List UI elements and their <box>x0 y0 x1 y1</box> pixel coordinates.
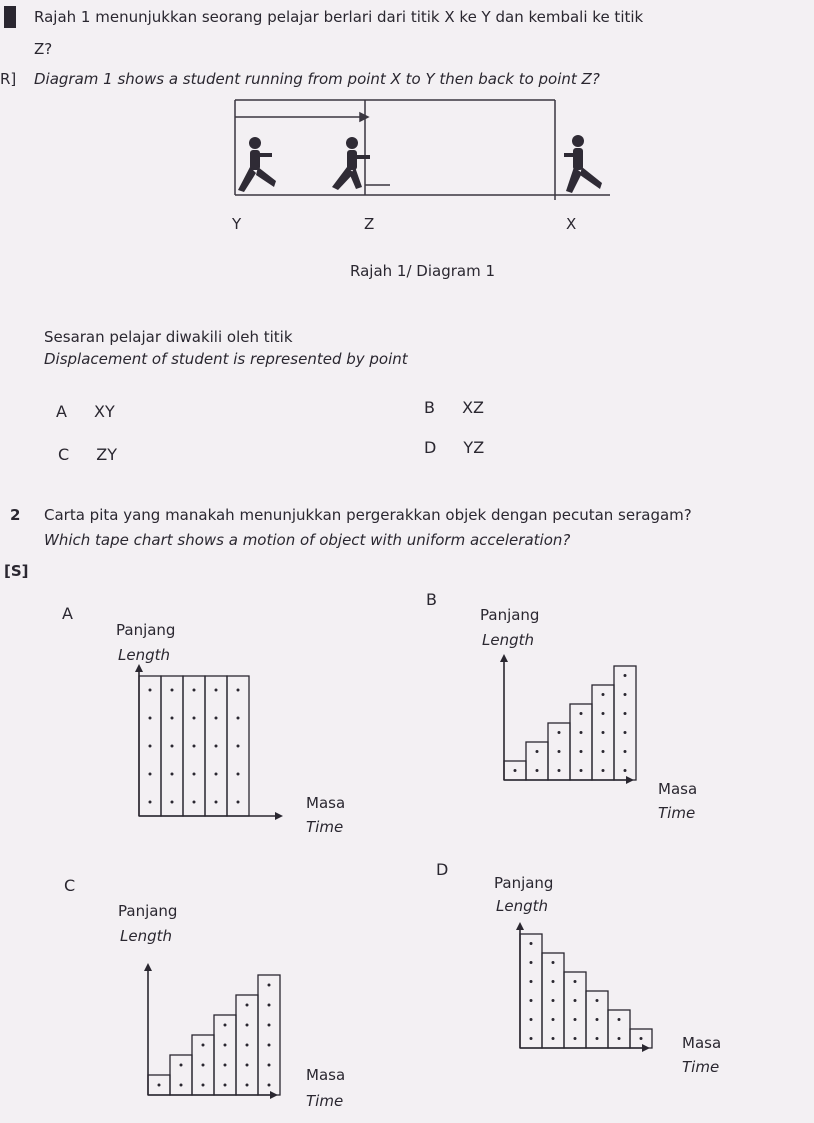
q1-stem-en: Displacement of student is represented by point <box>44 350 408 368</box>
tape-dot <box>268 1004 271 1007</box>
chart-b-ylabel-ms: Panjang <box>480 606 540 624</box>
chart-a-ylabel-en: Length <box>118 646 171 664</box>
point-z-label: Z <box>364 215 375 233</box>
option-text: YZ <box>463 438 485 457</box>
tape-dot <box>237 801 240 804</box>
tape-strip <box>520 934 542 1048</box>
tape-dot <box>158 1084 161 1087</box>
q1-option-c[interactable] <box>58 445 117 464</box>
tape-chart-b <box>496 652 666 802</box>
chart-d-xlabel-en: Time <box>682 1058 720 1076</box>
tape-dot <box>202 1064 205 1067</box>
tape-dot <box>215 801 218 804</box>
tape-dot <box>530 980 533 983</box>
q1-option-b[interactable] <box>424 398 484 417</box>
tape-dot <box>149 689 152 692</box>
tape-dot <box>596 1018 599 1021</box>
y-axis-arrow <box>144 963 152 971</box>
tape-dot <box>602 769 605 772</box>
option-text: XY <box>94 402 115 421</box>
tape-dot <box>193 717 196 720</box>
tape-dot <box>246 1064 249 1067</box>
tape-dot <box>171 717 174 720</box>
chart-c-letter[interactable]: C <box>64 876 76 895</box>
tape-dot <box>246 1024 249 1027</box>
tape-dot <box>224 1024 227 1027</box>
tape-dot <box>224 1044 227 1047</box>
tape-dot <box>602 731 605 734</box>
q1-marker: R] <box>0 70 17 88</box>
option-text: ZY <box>96 445 117 464</box>
tape-dot <box>574 999 577 1002</box>
chart-c-ylabel-en: Length <box>120 927 173 945</box>
tape-dot <box>530 999 533 1002</box>
tape-dot <box>268 1084 271 1087</box>
tape-dot <box>574 1037 577 1040</box>
tape-chart-c <box>140 945 310 1105</box>
tape-strip <box>258 975 280 1095</box>
tape-dot <box>193 773 196 776</box>
tape-dot <box>268 1024 271 1027</box>
tape-dot <box>237 717 240 720</box>
tape-dot <box>536 750 539 753</box>
tape-dot <box>149 801 152 804</box>
edge-mark <box>4 6 16 28</box>
tape-dot <box>624 769 627 772</box>
q1-text-ms-line1: Rajah 1 menunjukkan seorang pelajar berlari dari titik X ke Y dan kembali ke titik <box>34 8 644 26</box>
tape-dot <box>624 693 627 696</box>
chart-b-ylabel-en: Length <box>482 631 535 649</box>
tape-dot <box>624 712 627 715</box>
tape-dot <box>237 745 240 748</box>
q1-text-ms-line2: Z? <box>34 40 53 58</box>
tape-strip <box>570 704 592 780</box>
tape-dot <box>193 689 196 692</box>
tape-dot <box>536 769 539 772</box>
q2-text-ms: Carta pita yang manakah menunjukkan pergerakkan objek dengan pecutan seragam? <box>44 506 692 524</box>
tape-dot <box>246 1004 249 1007</box>
tape-dot <box>580 769 583 772</box>
tape-strip <box>564 972 586 1048</box>
chart-b-xlabel-ms: Masa <box>658 780 698 798</box>
tape-dot <box>580 750 583 753</box>
chart-a-ylabel-ms: Panjang <box>116 621 176 639</box>
tape-dot <box>574 1018 577 1021</box>
tape-dot <box>618 1018 621 1021</box>
option-text: XZ <box>462 398 484 417</box>
tape-dot <box>149 773 152 776</box>
y-axis-arrow <box>516 922 524 930</box>
tape-dot <box>552 1018 555 1021</box>
tape-dot <box>602 693 605 696</box>
tape-dot <box>171 689 174 692</box>
tape-dot <box>530 961 533 964</box>
tape-dot <box>530 1037 533 1040</box>
y-axis-arrow <box>500 654 508 662</box>
tape-strip <box>526 742 548 780</box>
y-axis-arrow <box>135 664 143 672</box>
option-letter: D <box>424 438 437 457</box>
tape-strip <box>214 1015 236 1095</box>
chart-c-ylabel-ms: Panjang <box>118 902 178 920</box>
q1-text-en: Diagram 1 shows a student running from point X to Y then back to point Z? <box>34 70 600 88</box>
tape-dot <box>193 745 196 748</box>
runner-icon-x <box>564 135 602 193</box>
tape-dot <box>246 1084 249 1087</box>
tape-dot <box>530 1018 533 1021</box>
tape-dot <box>224 1064 227 1067</box>
tape-dot <box>149 745 152 748</box>
tape-dot <box>580 712 583 715</box>
q2-number: 2 <box>10 506 21 524</box>
point-x-label: X <box>566 215 577 233</box>
tape-chart-a <box>134 668 304 828</box>
chart-b-letter[interactable]: B <box>426 590 437 609</box>
chart-a-xlabel-ms: Masa <box>306 794 346 812</box>
tape-dot <box>596 999 599 1002</box>
tape-strip <box>170 1055 192 1095</box>
tape-dot <box>596 1037 599 1040</box>
diagram-1-caption <box>350 262 495 280</box>
tape-dot <box>215 773 218 776</box>
tape-dot <box>552 1037 555 1040</box>
tape-dot <box>624 750 627 753</box>
tape-dot <box>580 731 583 734</box>
tape-dot <box>193 801 196 804</box>
tape-dot <box>268 1044 271 1047</box>
tape-chart-d <box>512 920 682 1070</box>
tape-dot <box>602 750 605 753</box>
chart-c-xlabel-en: Time <box>306 1092 344 1110</box>
tape-dot <box>215 745 218 748</box>
tape-dot <box>514 769 517 772</box>
runner-icon-y <box>238 137 276 192</box>
tape-dot <box>224 1084 227 1087</box>
chart-d-xlabel-ms: Masa <box>682 1034 722 1052</box>
tape-dot <box>558 750 561 753</box>
option-letter: B <box>424 398 435 417</box>
chart-d-ylabel-en: Length <box>496 897 549 915</box>
tape-dot <box>618 1037 621 1040</box>
option-letter: C <box>58 445 70 464</box>
tape-strip <box>608 1010 630 1048</box>
x-axis-arrow <box>275 812 283 820</box>
tape-strip <box>614 666 636 780</box>
q1-stem-ms: Sesaran pelajar diwakili oleh titik <box>44 328 293 346</box>
tape-dot <box>237 689 240 692</box>
tape-dot <box>171 745 174 748</box>
chart-b-xlabel-en: Time <box>658 804 696 822</box>
tape-dot <box>552 980 555 983</box>
chart-d-letter[interactable]: D <box>436 860 449 879</box>
tape-dot <box>215 717 218 720</box>
tape-dot <box>268 1064 271 1067</box>
q2-text-en: Which tape chart shows a motion of object with uniform acceleration? <box>44 531 571 549</box>
tape-dot <box>624 674 627 677</box>
tape-dot <box>574 980 577 983</box>
tape-dot <box>171 773 174 776</box>
chart-a-xlabel-en: Time <box>306 818 344 836</box>
chart-a-letter[interactable]: A <box>62 604 73 623</box>
caption-text: Rajah 1/ Diagram 1 <box>350 262 495 280</box>
tape-dot <box>202 1044 205 1047</box>
chart-c-xlabel-ms: Masa <box>306 1066 346 1084</box>
point-y-label: Y <box>232 215 242 233</box>
tape-dot <box>530 942 533 945</box>
tape-dot <box>215 689 218 692</box>
diagram-1 <box>230 95 630 215</box>
q1-option-d[interactable] <box>424 438 484 457</box>
tape-dot <box>268 984 271 987</box>
tape-dot <box>558 769 561 772</box>
tape-dot <box>552 999 555 1002</box>
tape-dot <box>624 731 627 734</box>
tape-dot <box>640 1037 643 1040</box>
tape-dot <box>602 712 605 715</box>
chart-d-ylabel-ms: Panjang <box>494 874 554 892</box>
q2-tag: [S] <box>4 562 29 580</box>
tape-dot <box>149 717 152 720</box>
q1-option-a[interactable] <box>56 402 115 421</box>
tape-dot <box>237 773 240 776</box>
tape-dot <box>246 1044 249 1047</box>
tape-dot <box>180 1084 183 1087</box>
tape-dot <box>171 801 174 804</box>
tape-dot <box>558 731 561 734</box>
tape-dot <box>202 1084 205 1087</box>
tape-dot <box>552 961 555 964</box>
option-letter: A <box>56 402 67 421</box>
tape-dot <box>180 1064 183 1067</box>
